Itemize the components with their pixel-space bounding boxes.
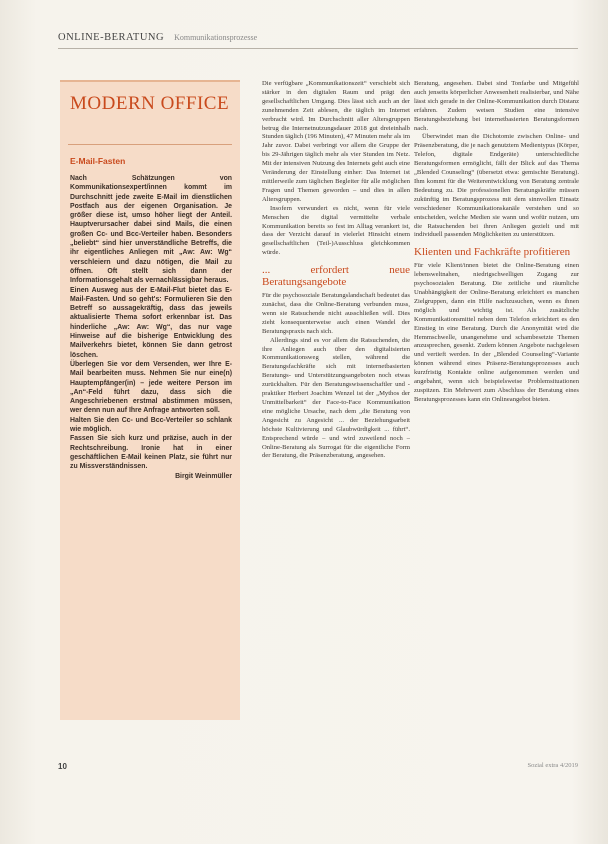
info-box-heading: E-Mail-Fasten [70, 156, 126, 166]
info-box-paragraph: Fassen Sie sich kurz und präzise, auch in der Rechtschreibung. Ironie hat in einer geschäftlichen E-Mail keinen Platz, sie führt nur zu Missverständnissen. [70, 435, 232, 471]
article-paragraph: Für viele Klient/innen bietet die Online-Beratung einen lebensweltnahen, niedrigschwelligen Zugang zur psychosozialen Beratung. Die zeitliche und räumliche Unabhängigkeit der Online-Beratung erleichtert es manchen Zielgruppen, dann ein Hilfe nachzusuchen, wenn es ihnen möglich und wichtig ist. Als zusätzliche Kommunikationsmittel neben dem Telefon erleichtert es den Einstieg in eine Beratung. Durch die Anonymität wird die Hemmschwelle, unangenehme und schambesetzte Themen anzusprechen, gesenkt. Zudem können Angebote nachgelesen und vertieft werden. In der „Blended Counseling“-Variante können während eines Präsenz-Beratungsprozesses auch kurzfristig Kontakte online aufgenommen werden und angebahnt, wenn sich beispielsweise Problemsituationen zuspitzen. Ein Mehrwert zum Abschluss der Beratung eines Beratungsprozesses kann ein Onlineangebot bieten. [414, 262, 579, 403]
page-footer [58, 762, 578, 774]
header-divider [58, 48, 578, 49]
article-paragraph: Für die psychosoziale Beratungslandschaft bedeutet das zunächst, dass die Online-Beratung verbunden muss, wenn sie Ratsuchende nicht ausschließen will. Dies zieht konsequenterweise auch einen Wandel der Beratungspraxis nach sich. [262, 292, 410, 335]
info-box-paragraph: Halten Sie den Cc- und Bcc-Verteiler so schlank wie möglich. [70, 416, 232, 434]
section-subtitle: Kommunikationsprozesse [174, 33, 258, 42]
info-box-body [70, 174, 232, 714]
magazine-issue: Sozial extra 4/2019 [527, 762, 578, 769]
info-box-divider [68, 144, 232, 145]
info-box-modern-office [60, 80, 240, 720]
article-subheading: ... erfordert neue Beratungsangebote [262, 264, 410, 289]
info-box-paragraph: Überlegen Sie vor dem Versenden, wer Ihre E-Mail bearbeiten muss. Nehmen Sie nur eine(n) Hauptempfänger(in) – jede weitere Person im „An“-Feld führt dazu, dass sich die Angeschriebenen erstmal abstimmen müssen, wer denn nun auf Ihre Anfrage antworten soll. [70, 360, 232, 415]
info-box-paragraph: Einen Ausweg aus der E-Mail-Flut bietet das E-Mail-Fasten. Und so geht's: Formulieren Sie den Betreff so aussagekräftig, dass das jeweils aktualisierte Thema sofort erkennbar ist. Das hinderliche „Aw: Aw: Wg“, das nur vage Hinweise auf die bisherige Entwicklung des Mailverkehrs bietet, können Sie dann getrost löschen. [70, 286, 232, 359]
info-box-title: MODERN OFFICE [70, 93, 230, 114]
info-box-author: Birgit Weinmüller [175, 472, 232, 480]
page-number: 10 [58, 762, 67, 771]
section-title: ONLINE-BERATUNG [58, 32, 165, 43]
article-paragraph: Überwindet man die Dichotomie zwischen Online- und Präsenzberatung, die je nach genutztem Medientypus (Körper, Telefon, digitale Endgeräte) unterschiedliche Beratungsformen ermöglicht, fällt der Blick auf das Thema „Blended Counseling“ (übersetzt etwa: gemischte Beratung). Ihm kommt für die Weiterentwicklung von Beratung zentrale Bedeutung zu. Die professionellen Beratungskräfte müssen zukünftig im Beratungsprozess mit dem sinnvollen Einsatz verschiedener Kommunikationskanäle verstehen und so entscheiden, welche Medien sie wann und wofür nutzen, um die Ratsuchenden bei ihren Anliegen gezielt und mit individuell passenden Möglichkeiten zu unterstützen. [414, 133, 579, 239]
article-paragraph: Insofern verwundert es nicht, wenn für viele Menschen die digital vermittelte verbale Kommunikation bereits so fest im Alltag verankert ist, dass der Verzicht darauf in vielerlei Hinsicht einem gesellschaftlichen (Teil-)Ausschluss gleichkommen würde. [262, 204, 410, 257]
article-column-2 [262, 80, 410, 730]
article-paragraph: Die verfügbare „Kommunikationszeit“ verschiebt sich stärker in den digitalen Raum und prägt den gesellschaftlichen Umgang. Dies lässt sich auch an der zunehmenden Zeit ablesen, die täglich im Internet verbracht wird. Im Durchschnitt aller Altersgruppen betrug die Internetnutzungsdauer 2018 gut dreieinhalb Stunden täglich (196 Minuten), 47 Minuten mehr als im Jahr zuvor. Dabei verbringt vor allem die Gruppe der bis 29-Jährigen täglich mehr als vier Stunden im Netz. Mit der intensiven Nutzung des Internets geht auch eine Veränderung der Einstellung einher: Das Internet ist mittlerweile zum täglichen Begleiter für alle möglichen Fragen und Themen geworden – und dies in allen Altersgruppen. [262, 80, 410, 203]
article-subheading: Klienten und Fachkräfte profitieren [414, 246, 571, 259]
page-header [58, 32, 578, 46]
article-paragraph: Allerdings sind es vor allem die Ratsuchenden, die ihre Anliegen auch über den digitalisierten Kommunikationsweg stellen, während die Beratungsfachkräfte sich mit internetbasierten Beratungs- und Unterstützungsangeboten noch etwas zurückhalten. Für den Beratungswissenschaftler und -praktiker Herbert Joachim Wenzel ist der „Mythos der Unmittelbarkeit“ der Face-to-Face Kommunikation eine mögliche Ursache, nach dem „die Beratung von Angesicht zu Angesicht ... der Beziehungsarbeit höchste Kultivierung und Glaubwürdigkeit ... führt“. Entsprechend würde – und wird zuweilend noch – Online-Beratung als Surrogat für die eigentliche Form der Beratung, die Präsenzberatung, angesehen. [262, 336, 410, 460]
article-paragraph: Beratung, angesehen. Dabei sind Tonfarbe und Mitgefühl auch jenseits körperlicher Anwesenheit realisierbar, und Nähe lässt sich gerade in der Online-Kommunikation durch Distanz erfahren. Zudem weisen Studien eine intensive Beratungsbeziehung bei internetbasierten Beratungsformen nach. [414, 80, 579, 132]
info-box-paragraph: Nach Schätzungen von Kommunikationsexpert/innen kommt im Durchschnitt jede zweite E-Mail im dienstlichen Postfach aus der eigenen Organisation. Je größer diese ist, umso höher liegt der Anteil. Hauptverursacher dabei sind Mails, die einen großen Cc- und Bcc-Verteiler haben. Besonders „beliebt“ sind hier unverständliche Betreffs, die ihr eigentliches Anliegen mit „Aw: Aw: Wg“ verschleiern und dazu nötigen, die Mail zu öffnen. Oft stellt sich dann der Informationsgehalt als vernachlässigbar heraus. [70, 175, 232, 285]
article-column-3 [414, 80, 579, 730]
